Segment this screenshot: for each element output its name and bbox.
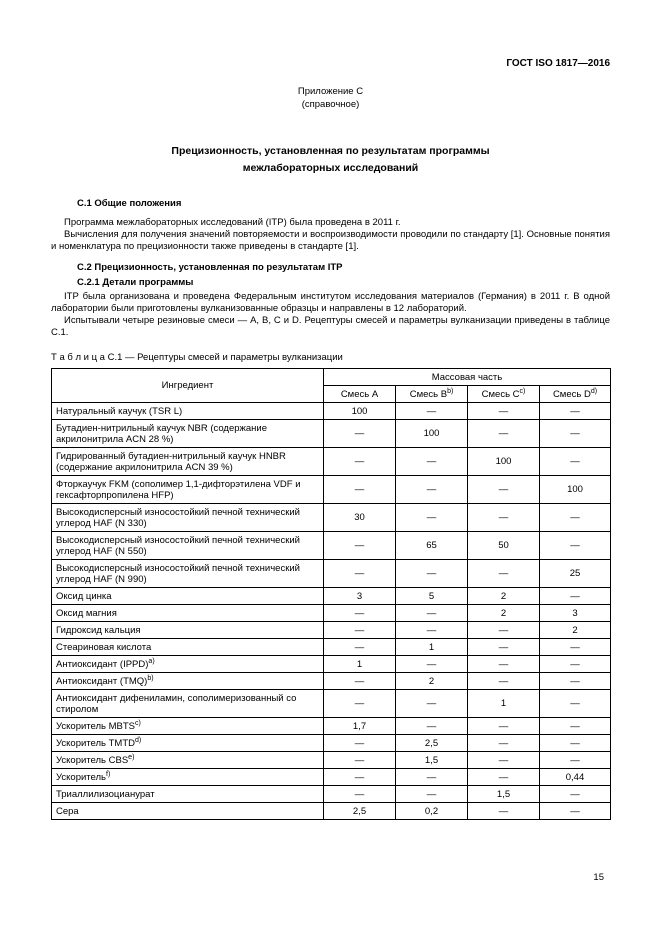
- value-cell: —: [540, 532, 611, 560]
- value-cell: —: [396, 718, 468, 735]
- page-title: [51, 143, 610, 177]
- value-cell: —: [468, 718, 540, 735]
- value-cell: —: [324, 605, 396, 622]
- value-cell: —: [468, 735, 540, 752]
- ingredient-cell: Ускоритель$^{f)}$: [52, 769, 324, 786]
- column-group-header: Массовая часть: [324, 369, 611, 386]
- value-cell: 2,5: [396, 735, 468, 752]
- value-cell: 1: [396, 639, 468, 656]
- column-header-mix: Смесь $B^{b)}$: [396, 386, 468, 403]
- value-cell: 1,7: [324, 718, 396, 735]
- value-cell: 30: [324, 504, 396, 532]
- ingredient-cell: Ускоритель TMTD$^{d)}$: [52, 735, 324, 752]
- table-row: [52, 786, 611, 803]
- ingredient-cell: Антиоксидант (TMQ)$^{b)}$: [52, 673, 324, 690]
- column-header-mix: Смесь $C^{c)}$: [468, 386, 540, 403]
- value-cell: —: [396, 504, 468, 532]
- value-cell: —: [468, 673, 540, 690]
- ingredient-cell: Бутадиен-нитрильный каучук NBR (содержание акрилонитрила ACN 28 %): [52, 420, 324, 448]
- value-cell: —: [324, 448, 396, 476]
- ingredient-cell: Гидроксид кальция: [52, 622, 324, 639]
- appendix-note: (справочное): [301, 99, 360, 110]
- table-row: [52, 504, 611, 532]
- value-cell: —: [468, 476, 540, 504]
- value-cell: —: [468, 622, 540, 639]
- value-cell: 65: [396, 532, 468, 560]
- value-cell: —: [324, 622, 396, 639]
- ingredient-cell: Фторкаучук FKM (сополимер 1,1-дифторэтилена VDF и гексафторпропилена HFP): [52, 476, 324, 504]
- paragraph-c1-1: Программа межлабораторных исследований (ITP) была проведена в 2011 г.: [64, 217, 401, 228]
- ingredient-cell: Сера: [52, 803, 324, 820]
- value-cell: —: [468, 656, 540, 673]
- page-title-line2: межлабораторных исследований: [242, 162, 419, 174]
- table-row: [52, 588, 611, 605]
- value-cell: —: [468, 769, 540, 786]
- value-cell: —: [468, 504, 540, 532]
- table-caption: Т а б л и ц а С.1 — Рецептуры смесей и параметры вулканизации: [51, 352, 343, 363]
- value-cell: 2: [468, 588, 540, 605]
- value-cell: —: [468, 403, 540, 420]
- value-cell: —: [396, 605, 468, 622]
- value-cell: —: [324, 690, 396, 718]
- value-cell: —: [396, 786, 468, 803]
- ingredient-cell: Натуральный каучук (TSR L): [52, 403, 324, 420]
- value-cell: —: [468, 639, 540, 656]
- value-cell: —: [468, 560, 540, 588]
- value-cell: —: [324, 673, 396, 690]
- table-row: [52, 622, 611, 639]
- value-cell: —: [324, 420, 396, 448]
- value-cell: —: [396, 476, 468, 504]
- value-cell: —: [324, 639, 396, 656]
- value-cell: —: [540, 718, 611, 735]
- ingredient-cell: Триаллилизоцианурат: [52, 786, 324, 803]
- value-cell: —: [540, 403, 611, 420]
- value-cell: —: [324, 786, 396, 803]
- value-cell: —: [324, 476, 396, 504]
- value-cell: 3: [324, 588, 396, 605]
- value-cell: —: [540, 786, 611, 803]
- paragraph-c1-2: Вычисления для получения значений повторяемости и воспроизводимости проводили по стандарту [1]. Основные понятия и номенклатура по прецизионности также приведены в стандарте [1].: [51, 229, 610, 252]
- value-cell: 2: [468, 605, 540, 622]
- value-cell: 100: [468, 448, 540, 476]
- value-cell: 2,5: [324, 803, 396, 820]
- recipe-table: [51, 368, 611, 820]
- ingredient-cell: Стеариновая кислота: [52, 639, 324, 656]
- table-header-row: [52, 369, 611, 386]
- table-row: [52, 420, 611, 448]
- value-cell: 1: [468, 690, 540, 718]
- value-cell: —: [396, 622, 468, 639]
- appendix-heading: [51, 85, 610, 111]
- page-number: 15: [593, 872, 604, 883]
- column-header-ingredient: Ингредиент: [52, 369, 324, 403]
- value-cell: —: [540, 803, 611, 820]
- table-row: [52, 448, 611, 476]
- value-cell: —: [540, 673, 611, 690]
- ingredient-cell: Оксид цинка: [52, 588, 324, 605]
- value-cell: 1,5: [468, 786, 540, 803]
- value-cell: —: [324, 735, 396, 752]
- table-row: [52, 673, 611, 690]
- value-cell: —: [540, 420, 611, 448]
- section-heading-c21: С.2.1 Детали программы: [77, 277, 194, 288]
- value-cell: —: [540, 504, 611, 532]
- value-cell: —: [396, 656, 468, 673]
- table-row: [52, 639, 611, 656]
- table-row: [52, 690, 611, 718]
- value-cell: —: [396, 448, 468, 476]
- table-row: [52, 752, 611, 769]
- value-cell: 0,2: [396, 803, 468, 820]
- ingredient-cell: Антиоксидант (IPPD)$^{a)}$: [52, 656, 324, 673]
- table-row: [52, 656, 611, 673]
- section-heading-c2: С.2 Прецизионность, установленная по результатам ITP: [77, 262, 343, 273]
- ingredient-cell: Антиоксидант дифениламин, сополимеризованный со стиролом: [52, 690, 324, 718]
- table-row: [52, 476, 611, 504]
- doc-reference: ГОСТ ISO 1817—2016: [506, 58, 610, 69]
- value-cell: —: [396, 403, 468, 420]
- ingredient-cell: Оксид магния: [52, 605, 324, 622]
- value-cell: 2: [396, 673, 468, 690]
- value-cell: —: [540, 639, 611, 656]
- value-cell: —: [540, 448, 611, 476]
- value-cell: —: [396, 690, 468, 718]
- column-header-mix: Смесь А: [324, 386, 396, 403]
- value-cell: 1: [324, 656, 396, 673]
- table-row: [52, 803, 611, 820]
- value-cell: —: [396, 560, 468, 588]
- table-row: [52, 560, 611, 588]
- ingredient-cell: Гидрированный бутадиен-нитрильный каучук HNBR (содержание акрилонитрила ACN 39 %): [52, 448, 324, 476]
- value-cell: —: [540, 656, 611, 673]
- value-cell: —: [540, 752, 611, 769]
- table-row: [52, 403, 611, 420]
- column-header-mix: Смесь $D^{d)}$: [540, 386, 611, 403]
- value-cell: 3: [540, 605, 611, 622]
- ingredient-cell: Высокодисперсный износостойкий печной технический углерод HAF (N 330): [52, 504, 324, 532]
- value-cell: —: [396, 769, 468, 786]
- ingredient-cell: Ускоритель MBTS$^{c)}$: [52, 718, 324, 735]
- value-cell: 0,44: [540, 769, 611, 786]
- value-cell: 25: [540, 560, 611, 588]
- value-cell: —: [468, 752, 540, 769]
- value-cell: —: [540, 588, 611, 605]
- table-row: [52, 769, 611, 786]
- paragraph-c21-2: Испытывали четыре резиновые смеси — А, В, С и D. Рецептуры смесей и параметры вулканизации приведены в таблице С.1.: [51, 315, 610, 338]
- appendix-label: Приложение С: [297, 86, 364, 97]
- value-cell: —: [540, 690, 611, 718]
- value-cell: —: [324, 532, 396, 560]
- section-heading-c1: С.1 Общие положения: [77, 198, 182, 209]
- value-cell: 2: [540, 622, 611, 639]
- value-cell: 5: [396, 588, 468, 605]
- page-title-line1: Прецизионность, установленная по результатам программы: [171, 145, 490, 157]
- paragraph-c21-1: ITP была организована и проведена Федеральным институтом исследования материалов (Германия) в 2011 г. В одной лаборатории были приготовлены вулканизованные образцы и направлены в 12 лабораторий.: [51, 291, 610, 314]
- ingredient-cell: Ускоритель CBS$^{e)}$: [52, 752, 324, 769]
- table-row: [52, 532, 611, 560]
- value-cell: 100: [540, 476, 611, 504]
- table-row: [52, 735, 611, 752]
- table-row: [52, 605, 611, 622]
- value-cell: —: [324, 560, 396, 588]
- table-row: [52, 718, 611, 735]
- value-cell: —: [468, 803, 540, 820]
- value-cell: 1,5: [396, 752, 468, 769]
- value-cell: 100: [324, 403, 396, 420]
- value-cell: —: [540, 735, 611, 752]
- value-cell: —: [468, 420, 540, 448]
- ingredient-cell: Высокодисперсный износостойкий печной технический углерод HAF (N 550): [52, 532, 324, 560]
- value-cell: 100: [396, 420, 468, 448]
- value-cell: 50: [468, 532, 540, 560]
- value-cell: —: [324, 769, 396, 786]
- value-cell: —: [324, 752, 396, 769]
- ingredient-cell: Высокодисперсный износостойкий печной технический углерод HAF (N 990): [52, 560, 324, 588]
